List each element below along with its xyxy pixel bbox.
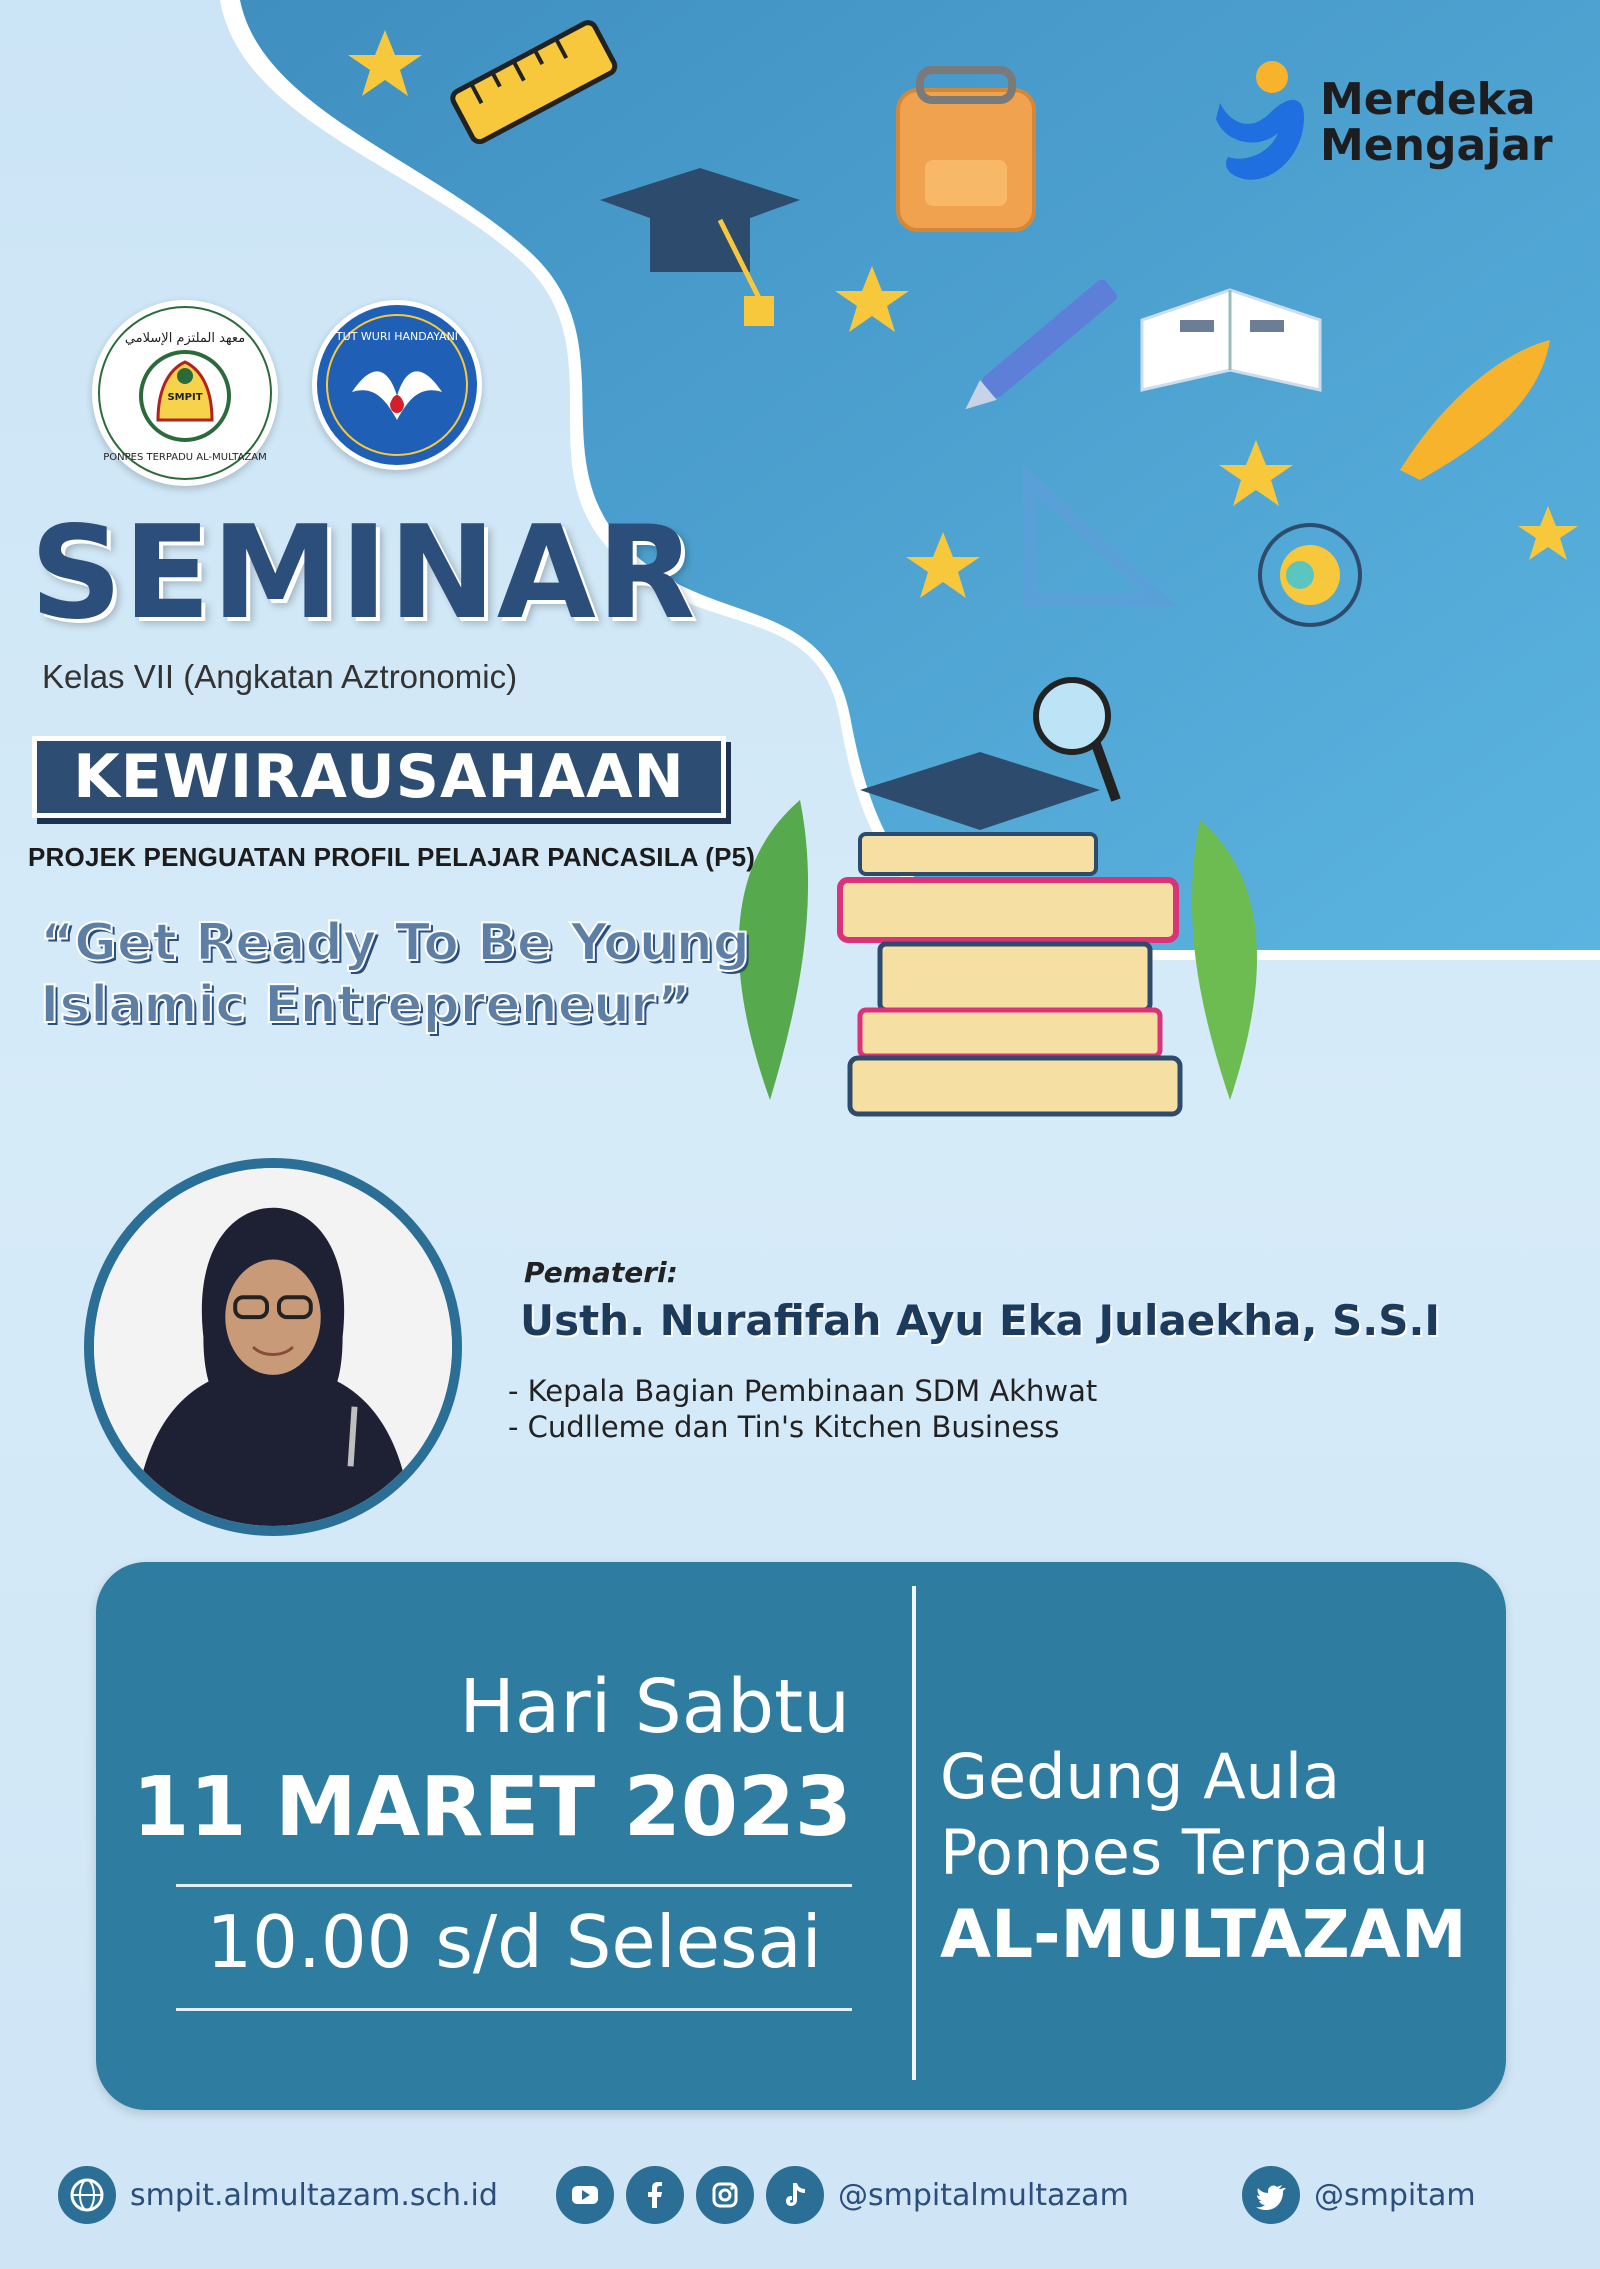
svg-text:SMPIT: SMPIT [167,392,203,403]
social-links [556,2166,1129,2224]
svg-text:TUT WURI HANDAYANI: TUT WURI HANDAYANI [335,330,459,343]
speaker-label: Pemateri: [524,1256,678,1289]
tagline [40,912,760,1036]
al-multazam-seal [92,300,278,486]
venue-line-3: AL-MULTAZAM [940,1896,1467,1973]
divider-line [176,2008,852,2011]
merdeka-text: Merdeka [1320,74,1536,125]
tagline-line-1: “Get Ready To Be Young [40,913,750,973]
tiktok-icon[interactable] [766,2166,824,2224]
globe-icon [58,2166,116,2224]
speaker-role: - Cudlleme dan Tin's Kitchen Business [508,1410,1060,1444]
info-divider [912,1586,916,2080]
venue-line-1: Gedung Aula [940,1740,1341,1813]
website-link[interactable] [58,2166,498,2224]
seminar-title: SEMINAR [30,499,697,648]
youtube-icon[interactable] [556,2166,614,2224]
program-line: PROJEK PENGUATAN PROFIL PELAJAR PANCASILA (P5) [28,842,756,872]
svg-text:PONPES TERPADU AL-MULTAZAM: PONPES TERPADU AL-MULTAZAM [103,452,267,463]
speaker-role: - Kepala Bagian Pembinaan SDM Akhwat [508,1374,1098,1408]
tagline-line-2: Islamic Entrepreneur” [40,975,691,1035]
event-day: Hari Sabtu [459,1664,850,1750]
speaker-name: Usth. Nurafifah Ayu Eka Julaekha, S.S.I [520,1296,1441,1345]
svg-text:معهد الملتزم الإسلامي: معهد الملتزم الإسلامي [124,331,246,346]
class-subtitle: Kelas VII (Angkatan Aztronomic) [42,658,518,695]
backpack-icon [898,70,1034,230]
venue-line-2: Ponpes Terpadu [940,1816,1429,1889]
merdeka-mengajar-logo [1200,48,1560,198]
kewirausahaan-text: KEWIRAUSAHAAN [73,742,685,812]
instagram-icon[interactable] [696,2166,754,2224]
kewirausahaan-banner [32,736,726,818]
twitter-icon [1242,2166,1300,2224]
divider-line [176,1884,852,1887]
social-handle-text: @smpitalmultazam [838,2177,1129,2213]
twitter-handle-text: @smpitam [1314,2177,1476,2213]
event-date: 11 MARET 2023 [132,1760,852,1855]
event-time: 10.00 s/d Selesai [206,1900,822,1984]
twitter-link[interactable] [1242,2166,1476,2224]
facebook-icon[interactable] [626,2166,684,2224]
merdeka-mengajar-mark-icon [1200,53,1320,193]
speaker-photo [84,1158,462,1536]
speaker-portrait [94,1168,452,1526]
website-text: smpit.almultazam.sch.id [130,2177,498,2213]
tut-wuri-handayani-seal [312,300,482,470]
mengajar-text: Mengajar [1320,120,1553,171]
